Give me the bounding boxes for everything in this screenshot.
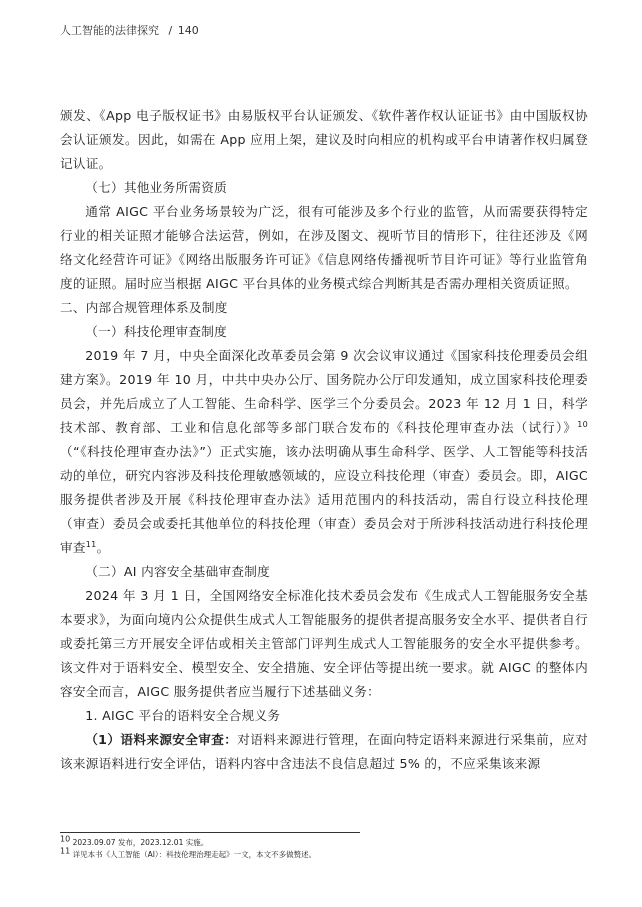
paragraph-ethics-review — [60, 344, 588, 560]
page-body — [60, 104, 588, 776]
section-heading-2: 二、内部合规管理体系及制度 — [60, 300, 228, 315]
header-separator: / — [168, 24, 173, 37]
list-item-1-1 — [60, 728, 588, 776]
list-item-1: 1. AIGC 平台的语料安全合规义务 — [85, 708, 281, 723]
footnote-ref-11: 11 — [85, 539, 97, 549]
running-header — [60, 22, 199, 38]
footnote-11-number: 11 — [60, 846, 71, 856]
subsection-heading-1: （一）科技伦理审查制度 — [85, 324, 228, 339]
page-number: 140 — [177, 24, 199, 37]
paragraph-content-security: 2024 年 3 月 1 日，全国网络安全标准化技术委员会发布《生成式人工智能服务安全基本要求》，为面向境内公众提供生成式人工智能服务的提供者提高服务安全水平、提供者自行或委托第三方开展安全评估或相关主管部门评判生成式人工智能服务的安全水平提供参考。该文件对于语料安全、模型安全、安全措施、安全评估等提出统一要求。就 AIGC 的整体内容安全而言，AIGC 服务提供者应当履行下述基础义务： — [60, 588, 588, 699]
footnote-10-text: 2023.09.07 发布，2023.12.01 实施。 — [72, 838, 209, 847]
list-item-1-1-text: 对语料来源进行管理，在面向特定语料来源进行采集前，应对该来源语料进行安全评估，语料内容中含违法不良信息超过 5% 的，不应采集该来源 — [60, 732, 588, 771]
paragraph-continuation: 颁发、《App 电子版权证书》由易版权平台认证颁发、《软件著作权认证证书》由中国版权协会认证颁发。因此，如需在 App 应用上架，建议及时向相应的机构或平台申请著作权归属登记认证。 — [60, 108, 588, 171]
footnote-10 — [60, 834, 360, 849]
footnotes — [60, 832, 360, 861]
book-title: 人工智能的法律探究 — [60, 24, 159, 37]
paragraph-ethics-end: 。 — [96, 540, 110, 555]
footnote-11 — [60, 846, 360, 861]
paragraph-ethics-text-2: （“《科技伦理审查办法》”）正式实施，该办法明确从事生命科学、医学、人工智能等科技活动的单位，研究内容涉及科技伦理敏感领域的，应设立科技伦理（审查）委员会。即，AIGC 服务提供者涉及开展《科技伦理审查办法》适用范围内的科技活动，需自行设立科技伦理（审查）委员会或委托其他单位的科技伦理（审查）委员会对于所涉科技活动进行科技伦理审查 — [60, 444, 588, 555]
paragraph-qualifications: 通常 AIGC 平台业务场景较为广泛，很有可能涉及多个行业的监管，从而需要获得特定行业的相关证照才能够合法运营，例如，在涉及图文、视听节目的情形下，往往还涉及《网络文化经营许可证》《网络出版服务许可证》《信息网络传播视听节目许可证》等行业监管角度的证照。届时应当根据 AIGC 平台具体的业务模式综合判断其是否需办理相关资质证照。 — [60, 204, 588, 291]
footnote-ref-10: 10 — [577, 419, 588, 429]
footnote-10-number: 10 — [60, 834, 71, 844]
list-item-1-1-label: （1）语料来源安全审查： — [85, 732, 238, 747]
footnote-11-text: 详见本书《人工智能（AI）：科技伦理治理走起》一文，本文不多做赘述。 — [72, 850, 317, 859]
paragraph-ethics-text: 2019 年 7 月，中央全面深化改革委员会第 9 次会议审议通过《国家科技伦理委员会组建方案》。2019 年 10 月，中共中央办公厅、国务院办公厅印发通知，成立国家科技伦理委员会，并先后成立了人工智能、生命科学、医学三个分委员会。2023 年 12 月 1 日，科学技术部、教育部、工业和信息化部等多部门联合发布的《科技伦理审查办法（试行）》 — [60, 348, 588, 435]
subsection-heading-2: （二）AI 内容安全基础审查制度 — [85, 564, 271, 579]
subsection-heading-7: （七）其他业务所需资质 — [85, 180, 228, 195]
